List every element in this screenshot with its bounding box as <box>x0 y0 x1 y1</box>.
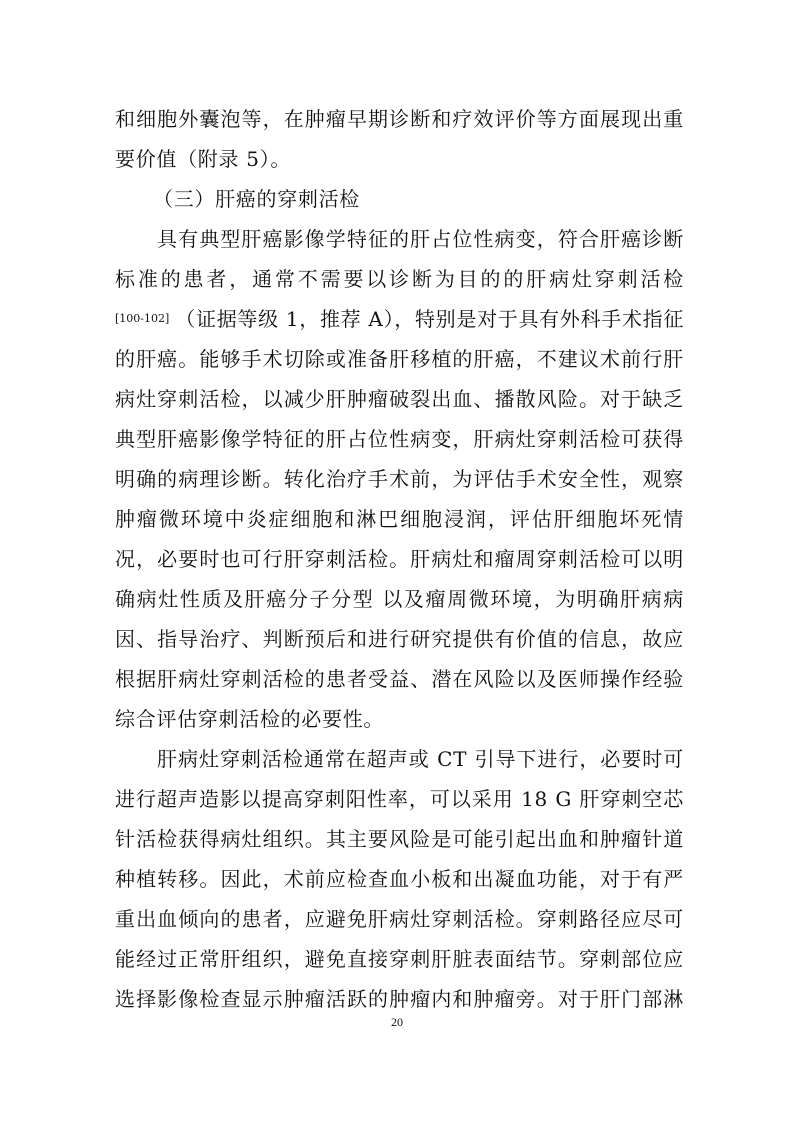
paragraph-line: 确病灶性质及肝癌分子分型 以及瘤周微环境，为明确肝病病 <box>115 587 684 611</box>
page-number: 20 <box>391 1015 403 1029</box>
paragraph-line: 的肝癌。能够手术切除或准备肝移植的肝癌，不建议术前行肝 <box>115 347 684 371</box>
paragraph-line: 进行超声造影以提高穿刺阳性率，可以采用 18 G 肝穿刺空芯 <box>115 787 684 811</box>
paragraph-line: 综合评估穿刺活检的必要性。 <box>115 707 385 731</box>
paragraph-line: 标准的患者，通常不需要以诊断为目的的肝病灶穿刺活检 <box>115 267 684 291</box>
paragraph-line: 病灶穿刺活检，以减少肝肿瘤破裂出血、播散风险。对于缺乏 <box>115 387 684 411</box>
paragraph-line: 和细胞外囊泡等，在肿瘤早期诊断和疗效评价等方面展现出重 <box>115 107 684 131</box>
paragraph-line: （证据等级 1，推荐 A），特别是对于具有外科手术指征 <box>175 307 685 331</box>
paragraph-line: 况，必要时也可行肝穿刺活检。肝病灶和瘤周穿刺活检可以明 <box>115 547 684 571</box>
paragraph-line: 肝病灶穿刺活检通常在超声或 CT 引导下进行，必要时可 <box>157 747 684 771</box>
paragraph-line: 肿瘤微环境中炎症细胞和淋巴细胞浸润，评估肝细胞坏死情 <box>115 507 684 531</box>
paragraph-line: 要价值（附录 5）。 <box>115 147 292 171</box>
paragraph-line: 明确的病理诊断。转化治疗手术前，为评估手术安全性，观察 <box>115 467 684 491</box>
paragraph-line: 因、指导治疗、判断预后和进行研究提供有价值的信息，故应 <box>115 627 684 651</box>
paragraph-line: 针活检获得病灶组织。其主要风险是可能引起出血和肿瘤针道 <box>115 827 684 851</box>
paragraph-line: 根据肝病灶穿刺活检的患者受益、潜在风险以及医师操作经验 <box>115 667 684 691</box>
section-heading: （三）肝癌的穿刺活检 <box>153 187 360 211</box>
paragraph-line: 能经过正常肝组织，避免直接穿刺肝脏表面结节。穿刺部位应 <box>115 947 684 971</box>
paragraph-line: 典型肝癌影像学特征的肝占位性病变，肝病灶穿刺活检可获得 <box>115 427 684 451</box>
paragraph-line: 重出血倾向的患者，应避免肝病灶穿刺活检。穿刺路径应尽可 <box>115 907 684 931</box>
paragraph-line-with-citation <box>115 299 684 339</box>
paragraph-line: 种植转移。因此，术前应检查血小板和出凝血功能，对于有严 <box>115 867 684 891</box>
citation-superscript: [100-102] <box>115 312 170 325</box>
paragraph-line: 具有典型肝癌影像学特征的肝占位性病变，符合肝癌诊断 <box>157 227 684 251</box>
paragraph-line: 选择影像检查显示肿瘤活跃的肿瘤内和肿瘤旁。对于肝门部淋 <box>115 987 684 1011</box>
